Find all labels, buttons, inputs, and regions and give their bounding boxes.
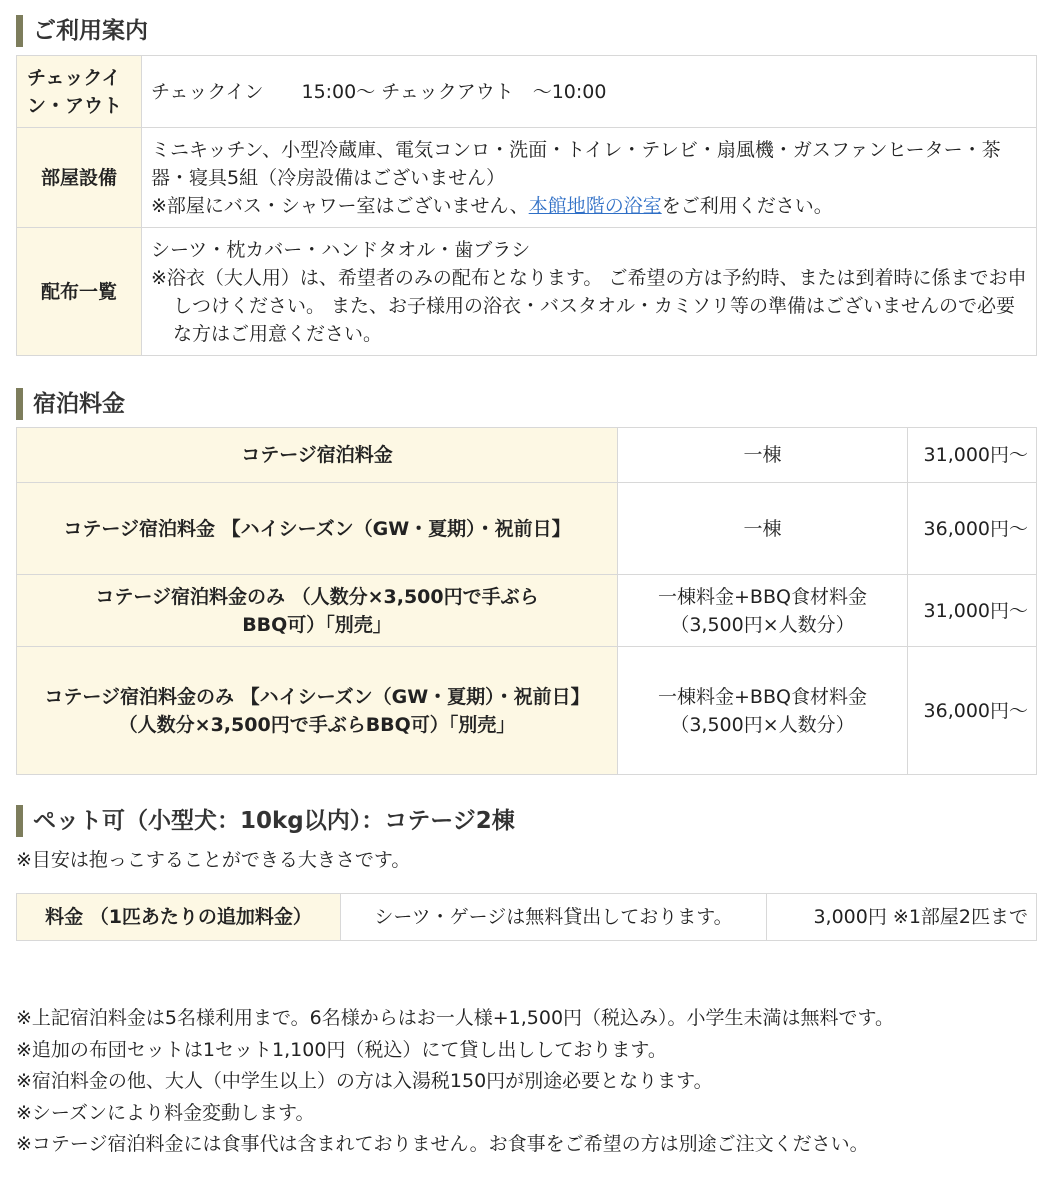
notes-list	[16, 1003, 894, 1161]
price-name: コテージ宿泊料金 【ハイシーズン（GW・夏期）・祝前日】	[17, 483, 618, 575]
usage-row-amenities	[17, 228, 1037, 356]
amenities-note: ※浴衣（大人用）は、希望者のみの配布となります。 ご希望の方は予約時、または到着時に係までお申しつけください。 また、お子様用の浴衣・バスタオル・カミソリ等の準備はございませんので必要な方はご用意ください。	[151, 266, 1027, 345]
usage-heading: ご利用案内	[16, 15, 148, 47]
pet-fee-desc: シーツ・ゲージは無料貸出しております。	[341, 894, 767, 941]
equipment-note-post: をご利用ください。	[661, 194, 833, 217]
pricing-heading: 宿泊料金	[16, 388, 125, 420]
equipment-value	[142, 128, 1037, 228]
amenities-label: 配布一覧	[17, 228, 142, 356]
price-amount: 31,000円〜	[908, 428, 1037, 483]
checkin-value: チェックイン 15:00〜 チェックアウト 〜10:00	[142, 56, 1037, 128]
price-amount: 31,000円〜	[908, 575, 1037, 647]
note-item: ※コテージ宿泊料金には食事代は含まれておりません。お食事をご希望の方は別途ご注文ください。	[16, 1133, 869, 1155]
price-amount: 36,000円〜	[908, 647, 1037, 775]
price-row	[17, 428, 1037, 483]
price-unit: 一棟料金+BBQ食材料金（3,500円×人数分）	[618, 647, 908, 775]
usage-table	[16, 55, 1037, 356]
pet-fee-label: 料金 （1匹あたりの追加料金）	[17, 894, 341, 941]
pricing-table	[16, 427, 1037, 775]
bath-link[interactable]: 本館地階の浴室	[528, 194, 662, 217]
price-unit: 一棟	[618, 428, 908, 483]
equipment-label: 部屋設備	[17, 128, 142, 228]
price-row	[17, 575, 1037, 647]
note-item: ※シーズンにより料金変動します。	[16, 1101, 315, 1124]
price-row	[17, 647, 1037, 775]
price-unit: 一棟	[618, 483, 908, 575]
price-unit: 一棟料金+BBQ食材料金（3,500円×人数分）	[618, 575, 908, 647]
usage-row-checkin	[17, 56, 1037, 128]
note-item: ※上記宿泊料金は5名様利用まで。6名様からはお一人様+1,500円（税込み）。小学生未満は無料です。	[16, 1007, 895, 1029]
amenities-value	[142, 228, 1037, 356]
price-name: コテージ宿泊料金のみ （人数分×3,500円で手ぶらBBQ可）「別売」	[17, 575, 618, 647]
checkin-label: チェックイン・アウト	[17, 56, 142, 128]
price-row	[17, 483, 1037, 575]
note-item: ※追加の布団セットは1セット1,100円（税込）にて貸し出ししております。	[16, 1038, 667, 1061]
pet-fee-price: 3,000円 ※1部屋2匹まで	[767, 894, 1037, 941]
pet-note: ※目安は抱っこすることができる大きさです。	[16, 849, 411, 871]
pet-row	[17, 894, 1037, 941]
usage-row-equipment	[17, 128, 1037, 228]
equipment-note-pre: ※部屋にバス・シャワー室はございません、	[151, 194, 529, 217]
price-name: コテージ宿泊料金のみ 【ハイシーズン（GW・夏期）・祝前日】（人数分×3,500円で手ぶらBBQ可）「別売」	[17, 647, 618, 775]
amenities-list: シーツ・枕カバー・ハンドタオル・歯ブラシ	[151, 238, 531, 261]
pet-heading: ペット可（小型犬：10kg以内）：コテージ2棟	[16, 805, 515, 837]
equipment-note	[151, 192, 1027, 220]
equipment-list: ミニキッチン、小型冷蔵庫、電気コンロ・洗面・トイレ・テレビ・扇風機・ガスファンヒーター・茶器・寝具5組（冷房設備はございません）	[151, 138, 1001, 189]
note-item: ※宿泊料金の他、大人（中学生以上）の方は入湯税150円が別途必要となります。	[16, 1070, 713, 1092]
price-amount: 36,000円〜	[908, 483, 1037, 575]
price-name: コテージ宿泊料金	[17, 428, 618, 483]
pet-table	[16, 893, 1037, 941]
